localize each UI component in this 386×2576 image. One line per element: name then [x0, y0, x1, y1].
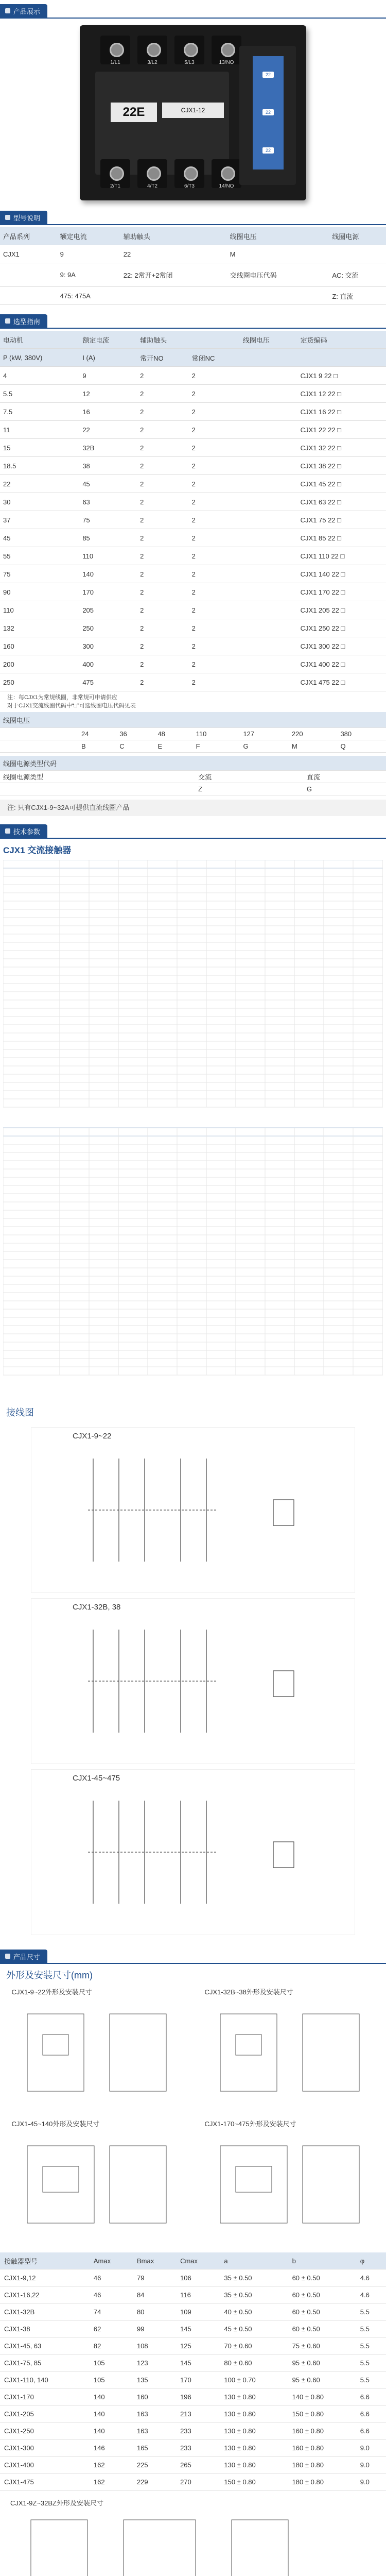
spec-grid [3, 860, 383, 1375]
model-plate-2: CJX1-12 [162, 103, 224, 118]
contactor-photo [80, 25, 306, 200]
table-row: 200 400 2 2 CJX1 400 22 □ [0, 655, 386, 673]
table-row: 22 45 2 2 CJX1 45 22 □ [0, 475, 386, 493]
table-row: CJX1-16,22 46 84 116 35 ± 0.50 60 ± 0.50 4.6 [0, 2286, 386, 2303]
aux-strip: 22 22 22 [253, 56, 284, 170]
bullet-icon [5, 8, 10, 13]
dimension-drawing-4: CJX1-170~475外形及安装尺寸 [205, 2119, 375, 2247]
section-header-dimensions [0, 1945, 386, 1964]
wiring-svg [31, 1599, 356, 1764]
wiring-svg [31, 1428, 356, 1592]
table-row: CJX1-475 162 229 270 150 ± 0.80 180 ± 0.80 9.0 [0, 2473, 386, 2490]
table-row: 线圈电源类型代码 [0, 756, 386, 771]
section-title: 型号说明 [13, 214, 41, 222]
table-row: 15 32B 2 2 CJX1 32 22 □ [0, 439, 386, 457]
wiring-diagram-3: CJX1-45~475 [31, 1769, 355, 1935]
table-row: 24 36 48 110 127 220 380 [0, 728, 386, 740]
dimension-title: 外形及安装尺寸(mm) [6, 1970, 93, 1980]
table-row: 160 300 2 2 CJX1 300 22 □ [0, 637, 386, 655]
terminal: 4/T2 [137, 159, 167, 188]
dimension-drawing-3: CJX1-45~140外形及安装尺寸 [12, 2119, 182, 2247]
table-row: 75 140 2 2 CJX1 140 22 □ [0, 565, 386, 583]
table-row: 5.5 12 2 2 CJX1 12 22 □ [0, 385, 386, 403]
section-title: 产品展示 [13, 7, 41, 15]
top-terminals [100, 36, 255, 66]
bullet-icon [5, 1954, 10, 1959]
table-row: 250 475 2 2 CJX1 475 22 □ [0, 673, 386, 691]
terminal: 1/L1 [100, 36, 130, 64]
table-row: CJX1-9,12 46 79 106 35 ± 0.50 60 ± 0.50 4.6 [0, 2269, 386, 2286]
table-row: B C E F G M Q [0, 740, 386, 753]
bullet-icon [5, 215, 10, 220]
terminal: 2/T1 [100, 159, 130, 188]
wiring-diagram-2: CJX1-32B, 38 [31, 1598, 355, 1764]
section-header-model [0, 207, 386, 225]
dimension-table [0, 2252, 386, 2490]
wiring-svg [31, 1770, 356, 1935]
selection-table [0, 331, 386, 691]
dimension-rows [0, 2269, 386, 2490]
table-row: 45 85 2 2 CJX1 85 22 □ [0, 529, 386, 547]
table-row: 18.5 38 2 2 CJX1 38 22 □ [0, 457, 386, 475]
bullet-icon [5, 828, 10, 834]
table-row: 55 110 2 2 CJX1 110 22 □ [0, 547, 386, 565]
section-header-tech [0, 820, 386, 839]
section-header-product [0, 0, 386, 19]
table-row: 4 9 2 2 CJX1 9 22 □ [0, 367, 386, 385]
table-row: Z G [0, 783, 386, 795]
table-row: P (kW, 380V) I (A) 常开NO 常闭NC [0, 349, 386, 367]
table-row: CJX1-250 140 163 233 130 ± 0.80 160 ± 0.80 6.6 [0, 2422, 386, 2439]
table-row: 产品系列 额定电流 辅助触头 线圈电压 线圈电源 [0, 227, 386, 245]
dimension-drawing-1: CJX1-9~22外形及安装尺寸 [12, 1987, 182, 2115]
table-row: CJX1-38 62 99 145 45 ± 0.50 60 ± 0.50 5.5 [0, 2320, 386, 2337]
table-row: 9: 9A 22: 2常开+2常闭 交线圈电压代码 AC: 交流 [0, 263, 386, 287]
table-row: 11 22 2 2 CJX1 22 22 □ [0, 421, 386, 439]
table-row: CJX1-170 140 160 196 130 ± 0.80 140 ± 0.80 6.6 [0, 2388, 386, 2405]
table-row: 接触器型号 Amax Bmax Cmax a b φ [0, 2252, 386, 2269]
table-row: 37 75 2 2 CJX1 75 22 □ [0, 511, 386, 529]
table-row: CJX1-400 162 225 265 130 ± 0.80 180 ± 0.80 9.0 [0, 2456, 386, 2473]
power-code-table [0, 756, 386, 795]
bottom-terminals [100, 159, 255, 190]
table-row: 线圈电源类型 交流 直流 [0, 771, 386, 783]
section-header-selection [0, 310, 386, 329]
terminal: 5/L3 [174, 36, 204, 64]
table-row: 线圈电压 [0, 712, 386, 728]
wiring-title: 接线图 [6, 1408, 34, 1418]
table-row: CJX1-45, 63 82 108 125 70 ± 0.60 75 ± 0.60 5.5 [0, 2337, 386, 2354]
table-row: 110 205 2 2 CJX1 205 22 □ [0, 601, 386, 619]
section-title: 技术参数 [13, 827, 41, 836]
terminal: 3/L2 [137, 36, 167, 64]
model-table [0, 227, 386, 305]
table-row: 90 170 2 2 CJX1 170 22 □ [0, 583, 386, 601]
dimension-drawing-2: CJX1-32B~38外形及安装尺寸 [205, 1987, 375, 2115]
table-row: CJX1-75, 85 105 123 145 80 ± 0.60 95 ± 0.60 5.5 [0, 2354, 386, 2371]
table-row: CJX1-205 140 163 213 130 ± 0.80 150 ± 0.80 6.6 [0, 2405, 386, 2422]
terminal: 14/NO [212, 159, 241, 188]
table-row: CJX1-32B 74 80 109 40 ± 0.50 60 ± 0.50 5.5 [0, 2303, 386, 2320]
table-row: 132 250 2 2 CJX1 250 22 □ [0, 619, 386, 637]
spec-sheet-graphic [3, 860, 383, 1401]
dc-coil-note: 注: 只有CJX1-9~32A可提供直流线圈产品 [0, 800, 386, 816]
table-row: 7.5 16 2 2 CJX1 16 22 □ [0, 403, 386, 421]
product-image [0, 19, 386, 207]
sheet-title: CJX1 交流接触器 [3, 845, 72, 855]
dimension-drawing-aux: CJX1-9Z~32BZ外形及安装尺寸 [10, 2498, 371, 2576]
wiring-diagram-1: CJX1-9~22 [31, 1427, 355, 1593]
table-row: 475: 475A Z: 直流 [0, 287, 386, 305]
table-row: 电动机 额定电流 辅助触头 线圈电压 定货编码 [0, 331, 386, 349]
model-plate: 22E [111, 103, 157, 122]
selection-rows [0, 367, 386, 691]
terminal: 6/T3 [174, 159, 204, 188]
table-row: CJX1-110, 140 105 135 170 100 ± 0.70 95 ± 0.60 5.5 [0, 2371, 386, 2388]
voltage-code-table [0, 712, 386, 753]
section-title: 选型指南 [13, 317, 41, 326]
bullet-icon [5, 318, 10, 324]
spec-sheet [0, 860, 386, 1402]
table-row: CJX1 9 22 M [0, 245, 386, 263]
table-row: CJX1-300 146 165 233 130 ± 0.80 160 ± 0.80 9.0 [0, 2439, 386, 2456]
terminal: 13/NO [212, 36, 241, 64]
selection-note: 注：每CJX1为常规线圈，非常规可申请供应 对于CJX1交流线圈代码中“□”可选线圈电压代码见表 [7, 694, 136, 709]
section-title: 产品尺寸 [13, 1953, 41, 1961]
table-row: 30 63 2 2 CJX1 63 22 □ [0, 493, 386, 511]
